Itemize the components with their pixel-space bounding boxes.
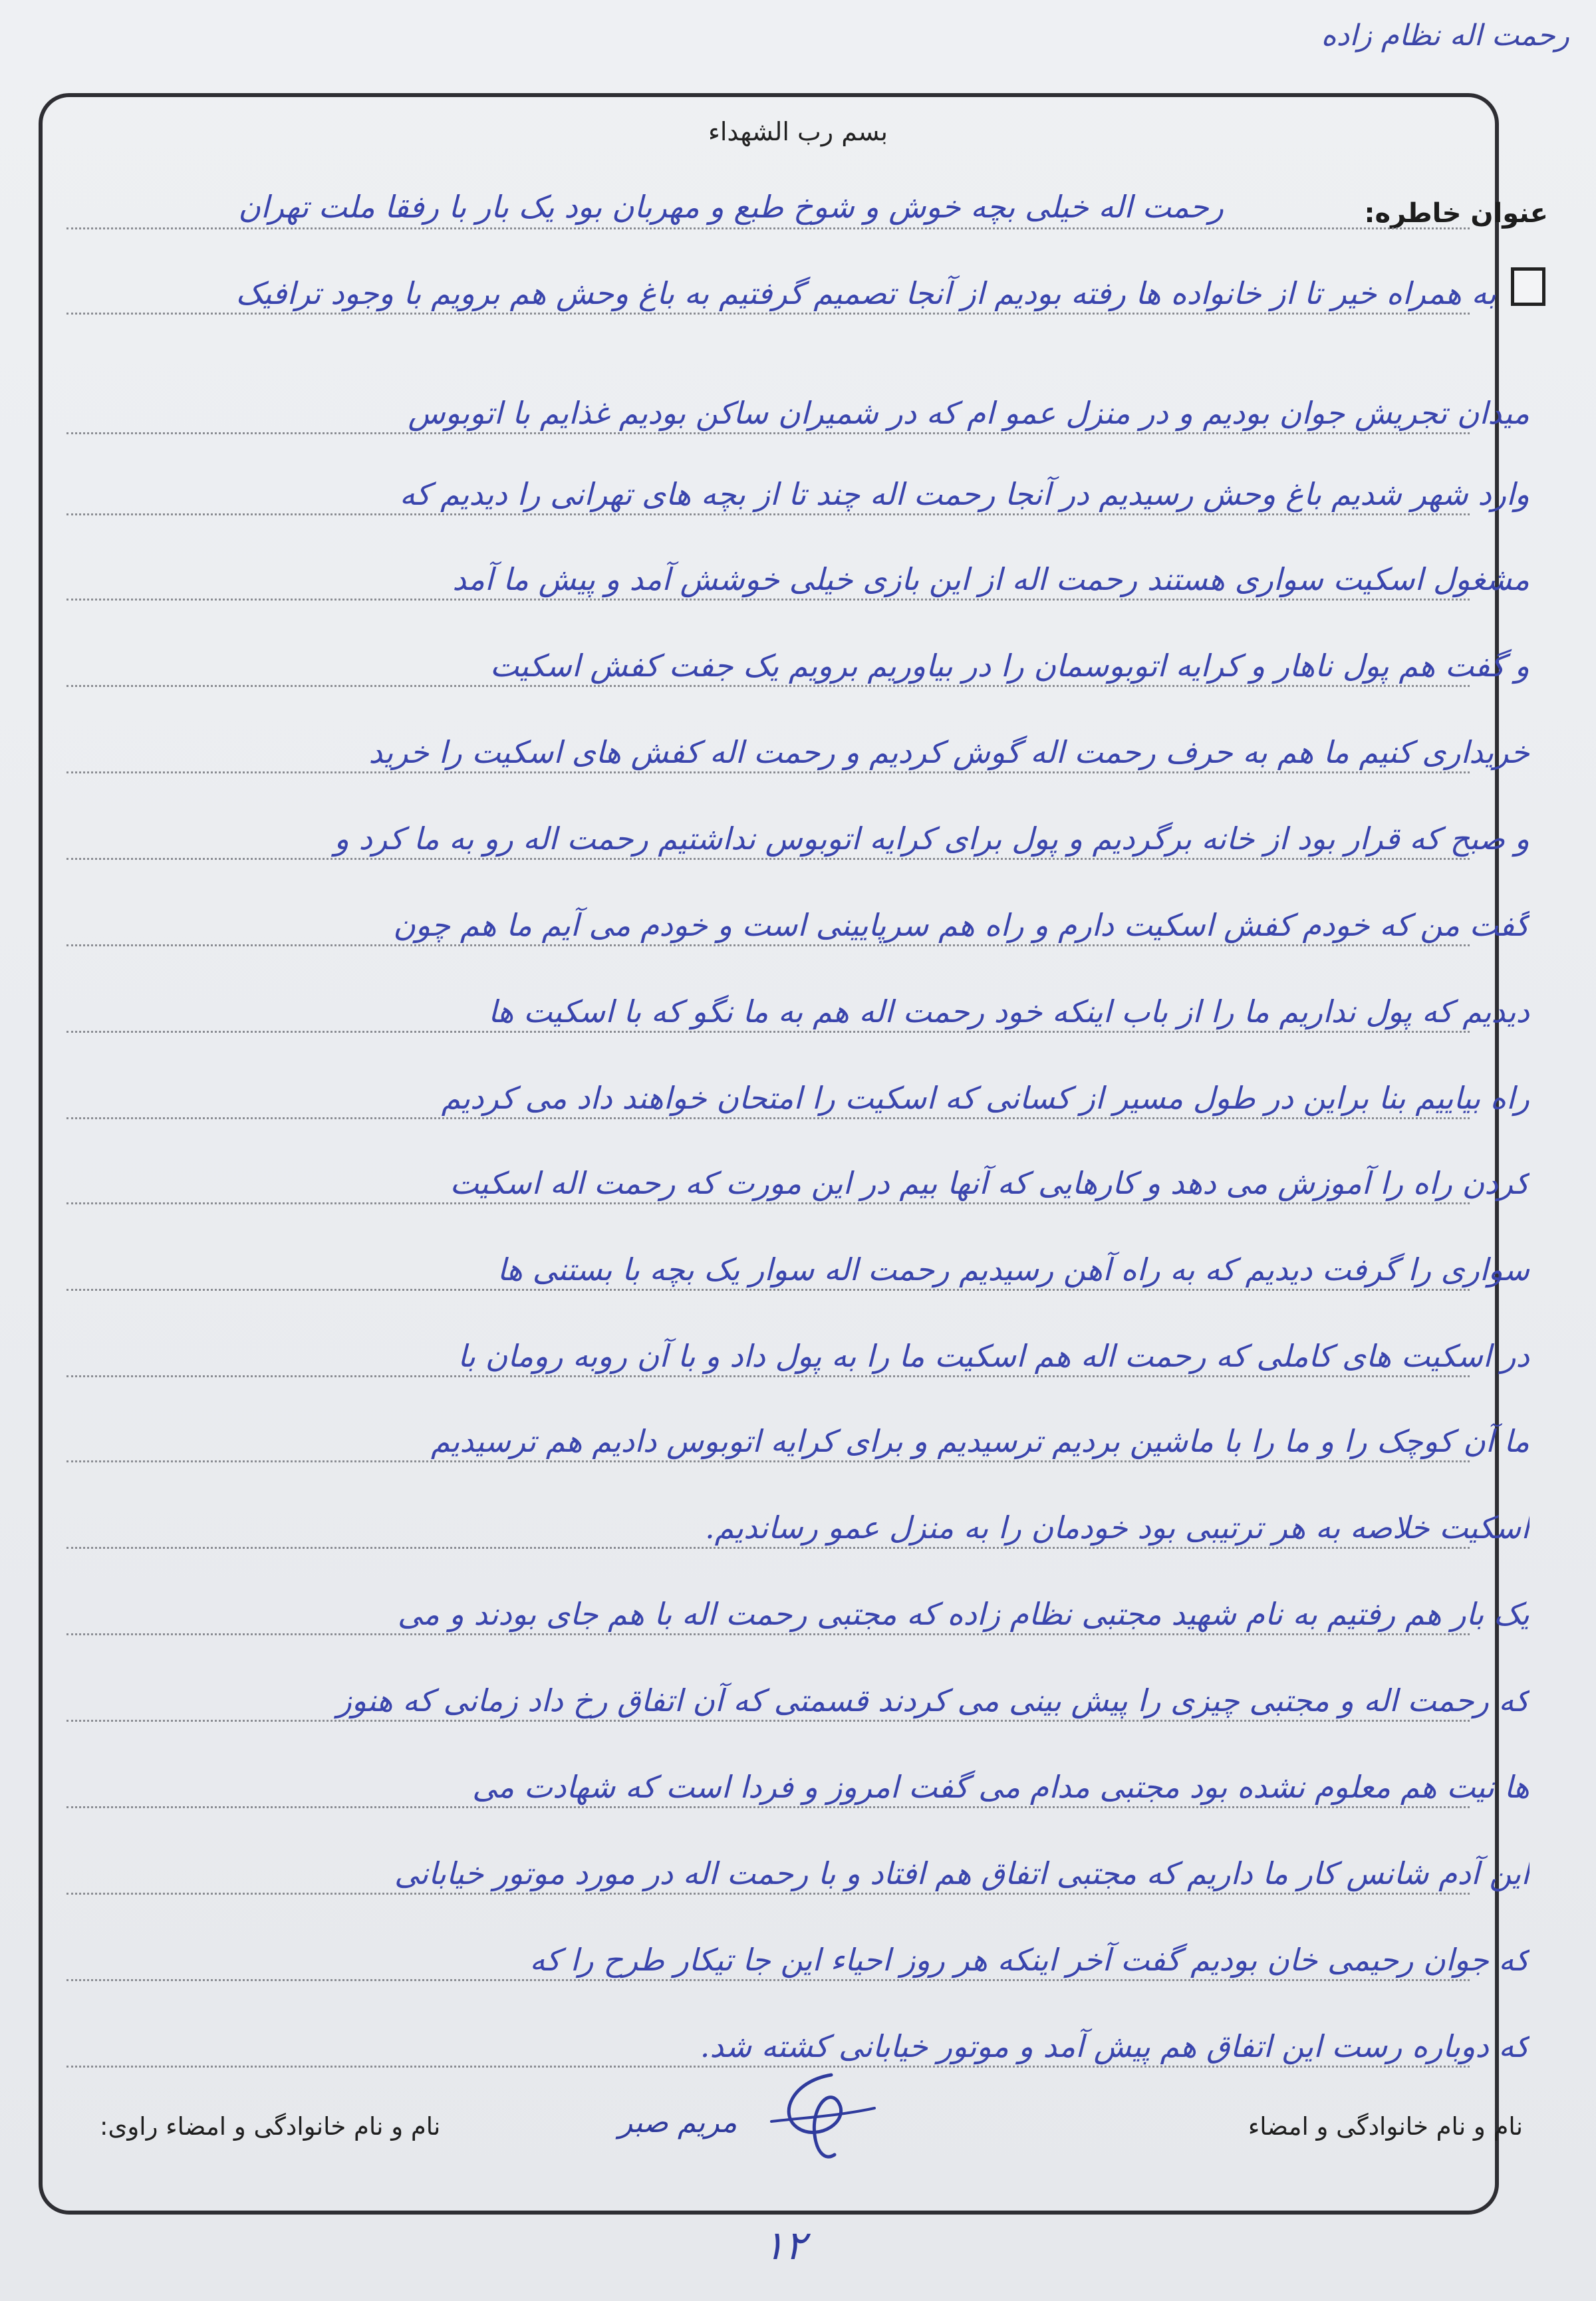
ruled-line [66,2066,1470,2068]
title-label: عنوان خاطره: [1364,198,1548,229]
ruled-line [66,685,1470,687]
ruled-line [66,1979,1470,1981]
text-line: راه بیاییم بنا براین در طول مسیر از کسانی که اسکیت را امتحان خواهند داد می کردیم [441,1080,1530,1116]
text-line: یک بار هم رفتیم به نام شهید مجتبی نظام زاده که مجتبی رحمت اله با هم جای بودند و می [397,1596,1530,1632]
ruled-line [66,432,1470,434]
ruled-line [66,1289,1470,1291]
ruled-line [66,858,1470,860]
ruled-line [66,1547,1470,1549]
signature-mark [751,2068,884,2168]
page-heading: بسم رب الشهداء [708,117,888,146]
text-line: و صبح که قرار بود از خانه برگردیم و پول برای کرایه اتوبوس نداشتیم رحمت اله رو به ما کرد و [334,821,1530,857]
ruled-line [66,599,1470,601]
text-line: به همراه خیر تا از خانواده ها رفته بودیم از آنجا تصمیم گرفتیم به باغ وحش هم برویم با وجود ترافیک [235,275,1496,311]
ruled-line [66,1117,1470,1119]
text-line: و گفت هم پول ناهار و کرایه اتوبوسمان را در بیاوریم برویم یک جفت کفش اسکیت [489,648,1530,684]
ruled-line [66,513,1470,515]
text-line: ها نیت هم معلوم نشده بود مجتبی مدام می گفت امروز و فردا است که شهادت می [472,1769,1530,1805]
text-line: ما آن کوچک را و ما را با ماشین بردیم ترسیدیم و برای کرایه اتوبوس دادیم هم ترسیدیم [430,1423,1530,1459]
ruled-line [66,227,1470,229]
ruled-line [66,1806,1470,1808]
ruled-line [66,1893,1470,1895]
ruled-line [66,944,1470,946]
narrator-label: نام و نام خانوادگی و امضاء راوی: [100,2112,441,2141]
text-line: که دوباره رست این اتفاق هم پیش آمد و موتور خیابانی کشته شد. [700,2028,1530,2064]
text-line: که رحمت اله و مجتبی چیزی را پیش بینی می کردند قسمتی که آن اتفاق رخ داد زمانی که هنوز [336,1683,1530,1718]
ruled-line [66,1720,1470,1722]
ruled-line [66,1460,1470,1462]
text-line: که جوان رحیمی خان بودیم گفت آخر اینکه هر روز احیاء این جا تیکار طرح را که [529,1942,1530,1978]
checkbox[interactable] [1511,267,1545,306]
text-line: خریداری کنیم ما هم به حرف رحمت اله گوش کردیم و رحمت اله کفش های اسکیت را خرید [368,734,1530,770]
text-line: کردن راه را آموزش می دهد و کارهایی که آنها بیم در این مورت که رحمت اله اسکیت [450,1165,1530,1201]
text-line: مشغول اسکیت سواری هستند رحمت اله از این بازی خیلی خوشش آمد و پیش ما آمد [452,561,1530,597]
text-line: سواری را گرفت دیدیم که به راه آهن رسیدیم رحمت اله سوار یک بچه با بستنی ها [497,1252,1530,1287]
corner-note: رحمت اله نظام زاده [1321,19,1569,53]
text-line: وارد شهر شدیم باغ وحش رسیدیم در آنجا رحمت اله چند تا از بچه های تهرانی را دیدیم که [399,476,1530,512]
ruled-line [66,1375,1470,1377]
ruled-line [66,1633,1470,1635]
text-line: رحمت اله خیلی بچه خوش و شوخ طبع و مهربان بود یک بار با رفقا ملت تهران [238,189,1224,225]
text-line: در اسکیت های کاملی که رحمت اله هم اسکیت ما را به پول داد و با آن روبه رومان با [458,1338,1530,1374]
writer-name: مریم صبر [618,2105,737,2139]
ruled-line [66,1202,1470,1204]
text-line: گفت من که خودم کفش اسکیت دارم و راه هم سرپایینی است و خودم می آیم ما هم چون [393,907,1530,943]
text-line: دیدیم که پول نداریم ما را از باب اینکه خود رحمت اله هم به ما نگو که با اسکیت ها [488,994,1530,1029]
text-line: میدان تجریش جوان بودیم و در منزل عمو ام که در شمیران ساکن بودیم غذایم با اتوبوس [408,395,1530,431]
page-number: ١٢ [763,2223,807,2269]
ruled-line [66,771,1470,773]
text-line: این آدم شانس کار ما داریم که مجتبی اتفاق هم افتاد و با رحمت اله در مورد موتور خیابانی [394,1855,1530,1891]
ruled-line [66,1031,1470,1033]
ruled-line [66,313,1470,315]
text-line: اسکیت خلاصه به هر ترتیبی بود خودمان را به منزل عمو رساندیم. [705,1510,1530,1546]
writer-label: نام و نام خانوادگی و امضاء [1248,2112,1523,2141]
